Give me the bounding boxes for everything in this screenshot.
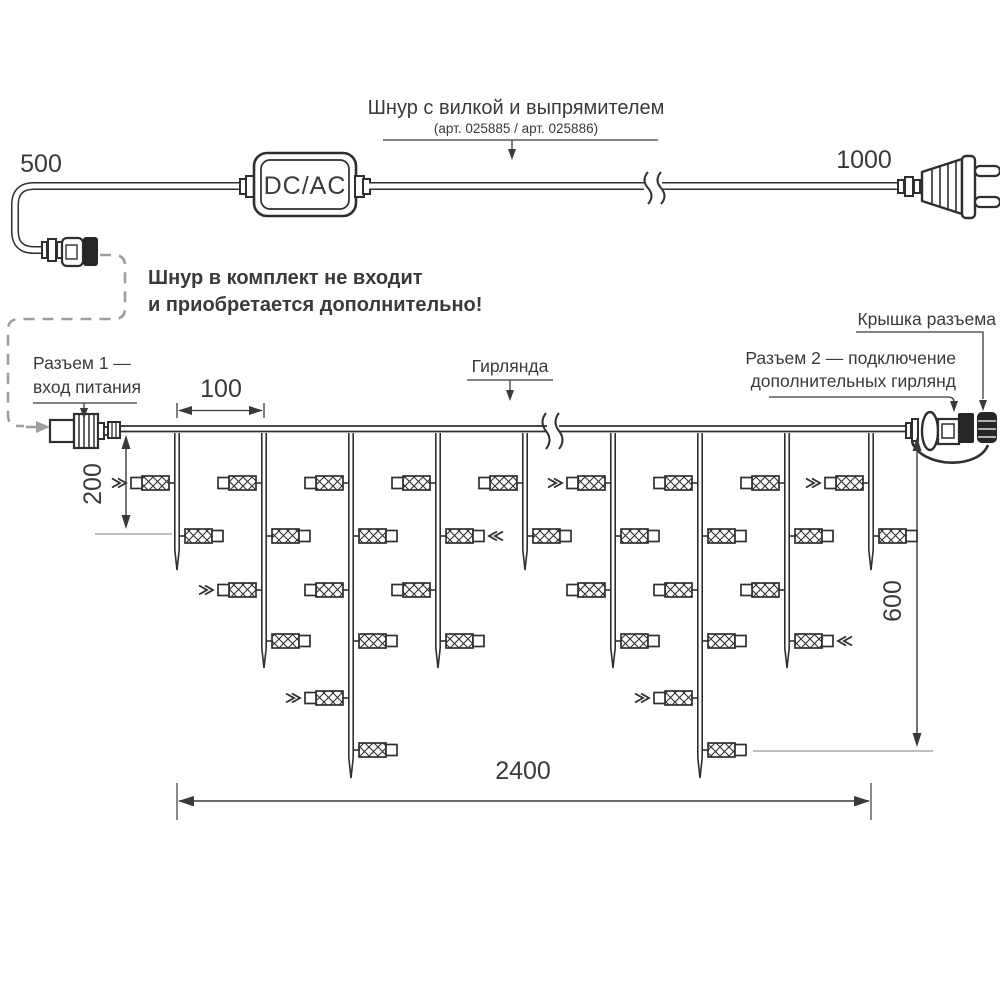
- lamp-cap: [386, 745, 397, 756]
- cord-end-connector: [42, 237, 98, 266]
- lamp-body: [316, 476, 343, 490]
- flicker-lamp-marker-icon: [286, 694, 300, 703]
- lamp-body: [359, 743, 386, 757]
- lamp-body: [665, 476, 692, 490]
- drop-wire: [436, 433, 440, 668]
- flicker-lamp-marker-icon: [489, 532, 503, 541]
- output-connector: [906, 412, 997, 463]
- lamp-body: [359, 529, 386, 543]
- cord-right-segment: [369, 172, 898, 204]
- lamp-body: [316, 691, 343, 705]
- lamp-cap: [560, 531, 571, 542]
- lamp-cap: [906, 531, 917, 542]
- lamp-body: [142, 476, 169, 490]
- cord-subtitle: (арт. 025885 / арт. 025886): [433, 121, 599, 136]
- lamp-cap: [131, 478, 142, 489]
- lamp-body: [665, 691, 692, 705]
- dashed-connection-path: [8, 255, 125, 433]
- lamp-body: [446, 529, 473, 543]
- lamp-cap: [212, 531, 223, 542]
- note-line-1: Шнур в комплект не входит: [148, 267, 423, 289]
- connector2-label-line2: дополнительных гирлянд: [750, 371, 956, 391]
- euro-plug: [898, 156, 1000, 218]
- garland-label: Гирлянда: [471, 356, 549, 376]
- optional-cord-note: [148, 267, 482, 316]
- connector2-callout: [745, 348, 958, 412]
- lamp-body: [229, 476, 256, 490]
- drop-wire: [869, 433, 873, 570]
- lamp-body: [316, 583, 343, 597]
- lamp-body: [490, 476, 517, 490]
- flicker-lamp-marker-icon: [199, 586, 213, 595]
- note-line-2: и приобретается дополнительно!: [148, 294, 483, 316]
- plug-prong: [975, 197, 1000, 207]
- lamp-body: [708, 529, 735, 543]
- lamp-cap: [567, 478, 578, 489]
- lamp-cap: [654, 478, 665, 489]
- lamp-cap: [735, 745, 746, 756]
- lamp-body: [879, 529, 906, 543]
- lamp-body: [665, 583, 692, 597]
- dcac-label: DC/AC: [263, 172, 347, 200]
- arrow-down-icon: [506, 390, 514, 401]
- dim-600-label: 600: [879, 580, 907, 622]
- lamp-body: [533, 529, 560, 543]
- lamp-cap: [735, 531, 746, 542]
- lamp-body: [578, 583, 605, 597]
- input-connector: [50, 414, 120, 448]
- cord-title: Шнур с вилкой и выпрямителем: [367, 97, 665, 119]
- connector1-label-line1: Разъем 1 —: [33, 353, 131, 373]
- lamp-body: [578, 476, 605, 490]
- lamp-body: [752, 476, 779, 490]
- dim-500-label: 500: [20, 150, 62, 178]
- lamp-cap: [473, 636, 484, 647]
- dim-100-label: 100: [200, 375, 242, 403]
- lamp-cap: [648, 531, 659, 542]
- lamp-body: [795, 529, 822, 543]
- lamp-body: [403, 583, 430, 597]
- connector2-label-line1: Разъем 2 — подключение: [745, 348, 956, 368]
- arrow-down-icon: [979, 400, 987, 411]
- lamp-body: [185, 529, 212, 543]
- lamp-cap: [735, 636, 746, 647]
- lamp-cap: [741, 585, 752, 596]
- lamp-body: [708, 743, 735, 757]
- connector1-label-line2: вход питания: [33, 377, 141, 397]
- garland-break-mark: [543, 413, 563, 449]
- lamp-cap: [299, 636, 310, 647]
- drop-wire: [785, 433, 789, 668]
- flicker-lamp-marker-icon: [635, 694, 649, 703]
- lamp-body: [446, 634, 473, 648]
- lamp-body: [621, 634, 648, 648]
- arrow-down-icon: [508, 149, 516, 160]
- lamp-body: [708, 634, 735, 648]
- lamp-cap: [305, 478, 316, 489]
- garland-diagram: [33, 309, 997, 820]
- dcac-converter-box: [240, 153, 370, 216]
- cap-label: Крышка разъема: [857, 309, 996, 329]
- lamp-cap: [305, 693, 316, 704]
- lamp-cap: [473, 531, 484, 542]
- connector-black-cap: [83, 237, 98, 266]
- drop-wire: [698, 433, 702, 778]
- dim-2400-label: 2400: [495, 757, 551, 785]
- drop-wire: [611, 433, 615, 668]
- connector-cap: [977, 412, 997, 443]
- lamp-cap: [392, 478, 403, 489]
- lamp-cap: [822, 531, 833, 542]
- lamp-cap: [386, 636, 397, 647]
- lamp-body: [403, 476, 430, 490]
- cord-title-callout: [368, 97, 665, 160]
- plug-prong: [975, 166, 1000, 176]
- dim-1000-label: 1000: [836, 146, 892, 174]
- gray-arrow-right-icon: [36, 421, 50, 433]
- lamp-cap: [218, 478, 229, 489]
- lamp-cap: [218, 585, 229, 596]
- lamp-cap: [392, 585, 403, 596]
- lamp-cap: [822, 636, 833, 647]
- flicker-lamp-marker-icon: [112, 479, 126, 488]
- drop-wire: [523, 433, 527, 570]
- lamp-cap: [741, 478, 752, 489]
- drops-layer: [112, 433, 917, 778]
- flicker-lamp-marker-icon: [838, 637, 852, 646]
- lamp-body: [229, 583, 256, 597]
- lamp-body: [272, 529, 299, 543]
- cord-break-mark: [645, 172, 665, 204]
- dimension-100: [177, 375, 264, 418]
- drop-wire: [175, 433, 179, 570]
- flicker-lamp-marker-icon: [548, 479, 562, 488]
- drop-wire: [262, 433, 266, 668]
- connector1-callout: [33, 353, 141, 419]
- lamp-cap: [479, 478, 490, 489]
- garland-callout: [467, 356, 553, 401]
- lamp-cap: [299, 531, 310, 542]
- garland-wire: [120, 426, 906, 432]
- lamp-body: [359, 634, 386, 648]
- lamp-body: [836, 476, 863, 490]
- arrow-down-icon: [950, 401, 958, 412]
- lamp-body: [272, 634, 299, 648]
- dim-200-label: 200: [79, 463, 107, 505]
- lamp-cap: [386, 531, 397, 542]
- lamp-body: [752, 583, 779, 597]
- drop-wire: [349, 433, 353, 778]
- lamp-body: [621, 529, 648, 543]
- lamp-cap: [648, 636, 659, 647]
- lamp-body: [795, 634, 822, 648]
- lamp-cap: [305, 585, 316, 596]
- lamp-cap: [654, 693, 665, 704]
- dimension-2400: [177, 757, 871, 820]
- lamp-cap: [654, 585, 665, 596]
- flicker-lamp-marker-icon: [806, 479, 820, 488]
- lamp-cap: [825, 478, 836, 489]
- lamp-cap: [567, 585, 578, 596]
